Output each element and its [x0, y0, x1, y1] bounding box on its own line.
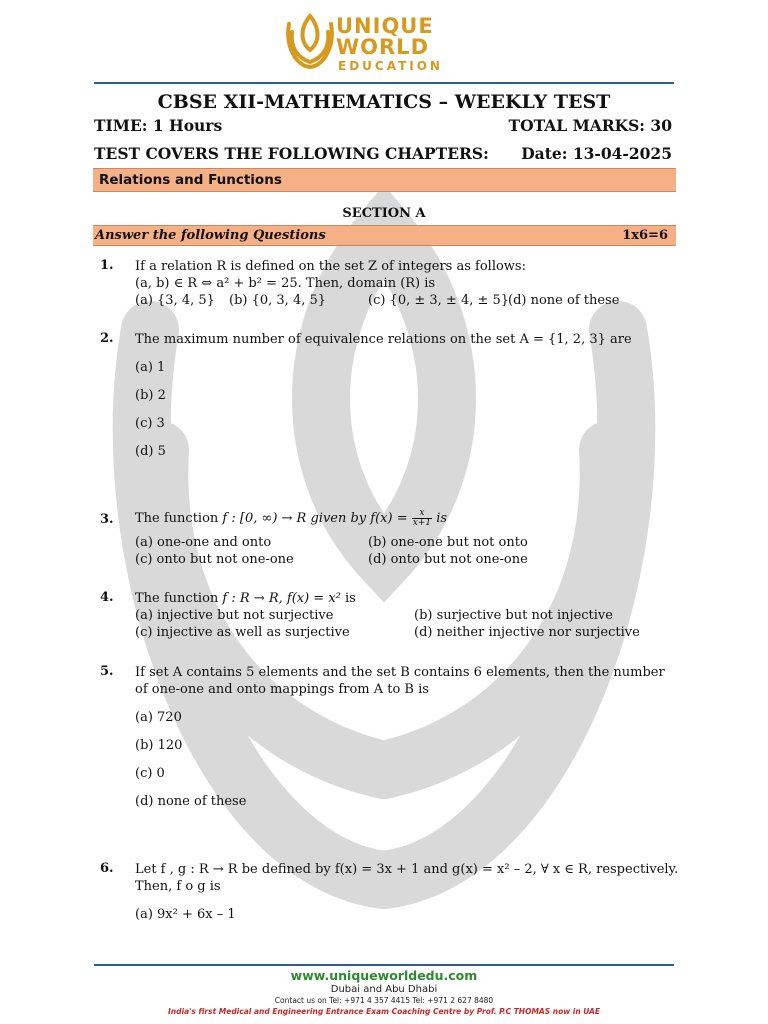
- test-date: Date: 13-04-2025: [521, 144, 672, 163]
- question-text: Then, f o g is: [135, 879, 221, 894]
- math-expression: f : [0, ∞) → R given by f(x) =: [222, 511, 412, 526]
- footer-rule: [94, 964, 674, 966]
- option: (a) 9x² + 6x – 1: [135, 907, 236, 922]
- option: (c) 0: [135, 766, 165, 781]
- question-text: of one-one and onto mappings from A to B is: [135, 682, 429, 697]
- option: (b) 2: [135, 388, 166, 403]
- option: (c) onto but not one-one: [135, 552, 294, 567]
- option: (b) one-one but not onto: [368, 535, 528, 550]
- page-title: CBSE XII-MATHEMATICS – WEEKLY TEST: [157, 91, 611, 113]
- question-prefix: The function: [135, 591, 223, 606]
- option: (c) {0, ± 3, ± 4, ± 5}: [368, 293, 510, 308]
- question-text: Let f , g : R → R be defined by f(x) = 3x + 1 and g(x) = x² – 2, ∀ x ∈ R, respectively.: [135, 862, 679, 877]
- fraction-numerator: x: [412, 509, 432, 519]
- footer-contact: Contact us on Tel: +971 4 357 4415 Tel: +971 2 627 8480: [274, 996, 494, 1005]
- total-marks: TOTAL MARKS: 30: [508, 116, 672, 135]
- brand-logo: [286, 12, 456, 80]
- chapters-heading: TEST COVERS THE FOLLOWING CHAPTERS:: [94, 144, 489, 163]
- option: (b) surjective but not injective: [414, 608, 613, 623]
- option: (a) injective but not surjective: [135, 608, 334, 623]
- footer-city: Dubai and Abu Dhabi: [330, 984, 438, 995]
- footer-website-link[interactable]: www.uniqueworldedu.com: [290, 968, 478, 983]
- option: (d) 5: [135, 444, 166, 459]
- question-number: 3.: [100, 512, 114, 527]
- question-text: If a relation R is defined on the set Z of integers as follows:: [135, 259, 526, 274]
- option: (d) onto but not one-one: [368, 552, 528, 567]
- question-suffix: is: [432, 511, 448, 526]
- option: (a) 720: [135, 710, 182, 725]
- section-marks: 1x6=6: [622, 228, 668, 243]
- option: (a) one-one and onto: [135, 535, 272, 550]
- instruction-text: Answer the following Questions: [95, 228, 326, 243]
- fraction-denominator: x+1: [412, 518, 432, 528]
- section-title: SECTION A: [342, 206, 426, 221]
- brand-line1: UNIQUE: [336, 14, 434, 38]
- question-number: 2.: [100, 331, 114, 346]
- question-suffix: is: [340, 591, 356, 606]
- question-prefix: The function: [135, 511, 223, 526]
- lotus-icon: [286, 12, 334, 70]
- question-number: 4.: [100, 590, 114, 605]
- brand-line2: WORLD: [336, 35, 429, 59]
- brand-line3: EDUCATION: [338, 59, 443, 73]
- question-number: 5.: [100, 664, 114, 679]
- chapter-name: Relations and Functions: [99, 172, 282, 188]
- question-text: The maximum number of equivalence relations on the set A = {1, 2, 3} are: [135, 332, 632, 347]
- question-text: [135, 509, 447, 528]
- option: (c) 3: [135, 416, 165, 431]
- time-label: TIME: 1 Hours: [94, 116, 223, 135]
- option: (b) 120: [135, 738, 183, 753]
- question-text: (a, b) ∈ R ⇔ a² + b² = 25. Then, domain (R) is: [135, 276, 436, 291]
- option: (d) none of these: [508, 293, 620, 308]
- option: (d) none of these: [135, 794, 247, 809]
- option: (a) {3, 4, 5}: [135, 293, 215, 308]
- footer-tagline: India's first Medical and Engineering Entrance Exam Coaching Centre by Prof. P.C THOMAS now in UAE: [168, 1007, 600, 1016]
- question-text: [135, 590, 356, 607]
- option: (d) neither injective nor surjective: [414, 625, 640, 640]
- header-rule: [94, 82, 674, 84]
- chapter-bar: [93, 168, 676, 192]
- option: (b) {0, 3, 4, 5}: [229, 293, 327, 308]
- question-number: 6.: [100, 861, 114, 876]
- fraction: [412, 509, 432, 528]
- question-text: If set A contains 5 elements and the set B contains 6 elements, then the number: [135, 665, 665, 680]
- option: (a) 1: [135, 360, 166, 375]
- question-number: 1.: [100, 258, 114, 273]
- math-expression: f : R → R, f(x) = x²: [222, 591, 341, 606]
- option: (c) injective as well as surjective: [135, 625, 350, 640]
- instruction-bar: [93, 225, 676, 246]
